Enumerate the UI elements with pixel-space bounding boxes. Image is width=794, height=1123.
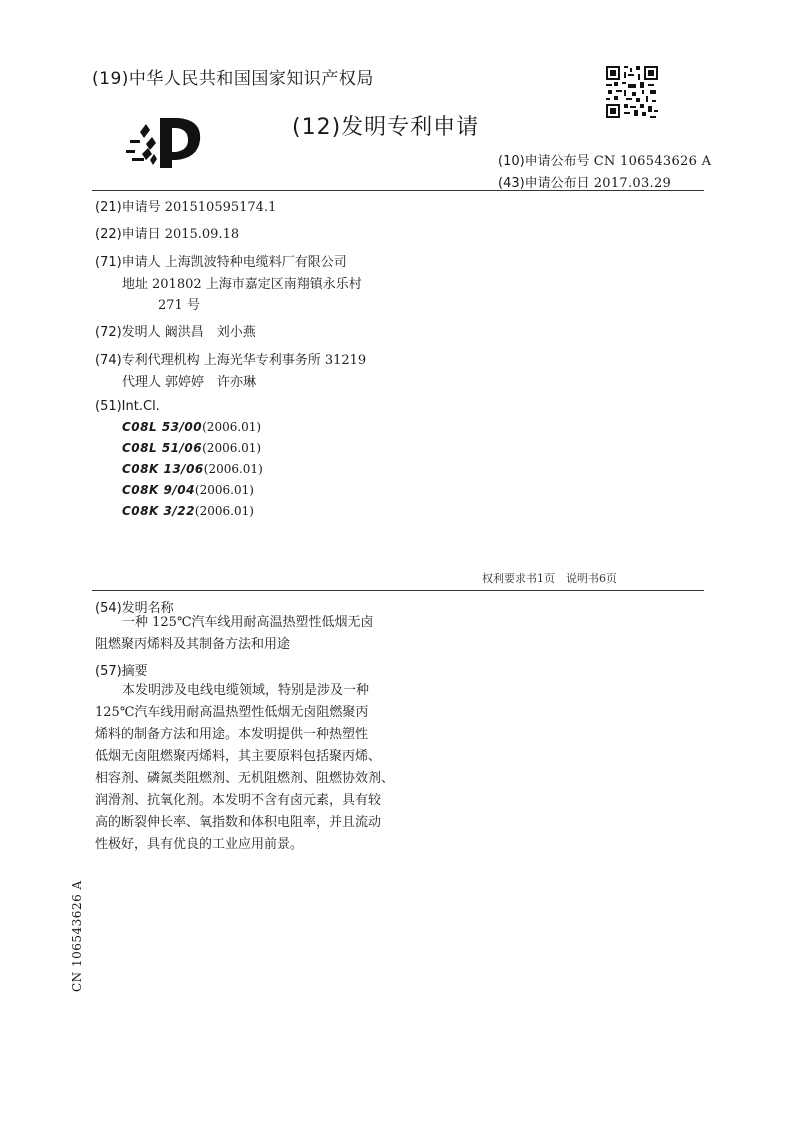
abstract-line: 125℃汽车线用耐高温热塑性低烟无卤阻燃聚丙 — [95, 705, 369, 720]
ipc-entry — [122, 420, 261, 434]
applicant-label: (71)申请人 — [95, 255, 161, 270]
abstract-label: (57)摘要 — [95, 664, 148, 679]
abstract-line: 低烟无卤阻燃聚丙烯料，其主要原料包括聚丙烯、 — [95, 749, 382, 764]
filing-date-value: 2015.09.18 — [164, 227, 240, 242]
patent-agency-label: (74)专利代理机构 — [95, 353, 200, 368]
ipc-version: (2006.01) — [202, 420, 262, 434]
address-label: 地址 — [122, 277, 149, 292]
abstract-line: 润滑剂、抗氧化剂。本发明不含有卤元素，具有较 — [95, 793, 382, 808]
filing-date-label: (22)申请日 — [95, 227, 161, 242]
ipc-entry — [122, 462, 263, 476]
abstract-line: 本发明涉及电线电缆领域，特别是涉及一种 — [122, 683, 370, 698]
agents-label: 代理人 — [122, 375, 162, 390]
address — [122, 273, 362, 292]
inventors-label: (72)发明人 — [95, 325, 161, 340]
agents-value: 郭婷婷 许亦琳 — [165, 375, 257, 390]
address-line2: 271 号 — [158, 298, 200, 313]
abstract-line: 烯料的制备方法和用途。本发明提供一种热塑性 — [95, 727, 369, 742]
invention-title-line2: 阻燃聚丙烯料及其制备方法和用途 — [95, 637, 291, 652]
patent-agency-value: 上海光华专利事务所 31219 — [203, 353, 367, 368]
document-kind: (12)发明专利申请 — [292, 115, 480, 140]
ipc-version: (2006.01) — [203, 462, 263, 476]
abstract-line: 性极好，具有优良的工业应用前景。 — [95, 837, 304, 852]
qr-code-icon — [606, 66, 658, 118]
sipo-logo — [126, 110, 204, 170]
publication-date-value: 2017.03.29 — [593, 176, 672, 191]
abstract-line: 高的断裂伸长率、氧指数和体积电阻率，并且流动 — [95, 815, 382, 830]
side-publication-number: CN 106543626 A — [70, 880, 84, 992]
ipc-version: (2006.01) — [202, 441, 262, 455]
invention-title-label: (54)发明名称 — [95, 601, 174, 616]
issuing-authority: (19)中华人民共和国国家知识产权局 — [92, 69, 374, 89]
application-number — [95, 196, 276, 215]
section-divider — [92, 590, 704, 591]
address-line2-row — [158, 294, 200, 313]
filing-date — [95, 223, 239, 242]
publication-number — [498, 150, 711, 169]
inventors-value: 阚洪昌 刘小燕 — [164, 325, 256, 340]
publication-number-value: CN 106543626 A — [593, 154, 712, 169]
applicant-value: 上海凯波特种电缆料厂有限公司 — [164, 255, 347, 270]
publication-number-label: (10)申请公布号 — [498, 154, 590, 169]
ipc-entry — [122, 441, 261, 455]
agents — [122, 371, 256, 390]
address-line1: 201802 上海市嘉定区南翔镇永乐村 — [152, 277, 362, 292]
ipc-version: (2006.01) — [194, 504, 254, 518]
publication-date-label: (43)申请公布日 — [498, 176, 590, 191]
abstract-line: 相容剂、磷氮类阻燃剂、无机阻燃剂、阻燃协效剂、 — [95, 771, 395, 786]
page-counts: 权利要求书1页 说明书6页 — [482, 572, 617, 585]
inventors — [95, 321, 256, 340]
int-cl-label: (51)Int.Cl. — [95, 399, 160, 414]
application-number-value: 201510595174.1 — [164, 200, 277, 215]
ipc-code: C08K 3/22 — [122, 504, 195, 518]
ipc-version: (2006.01) — [194, 483, 254, 497]
ipc-code: C08L 53/00 — [122, 420, 203, 434]
ipc-code: C08L 51/06 — [122, 441, 203, 455]
ipc-entry — [122, 483, 254, 497]
header-divider — [92, 190, 704, 191]
ipc-code: C08K 13/06 — [122, 462, 204, 476]
patent-agency — [95, 349, 366, 368]
invention-title-line1: 一种 125℃汽车线用耐高温热塑性低烟无卤 — [122, 615, 374, 630]
applicant — [95, 251, 347, 270]
publication-date — [498, 172, 671, 191]
application-number-label: (21)申请号 — [95, 200, 161, 215]
ipc-code: C08K 9/04 — [122, 483, 195, 497]
ipc-entry — [122, 504, 254, 518]
